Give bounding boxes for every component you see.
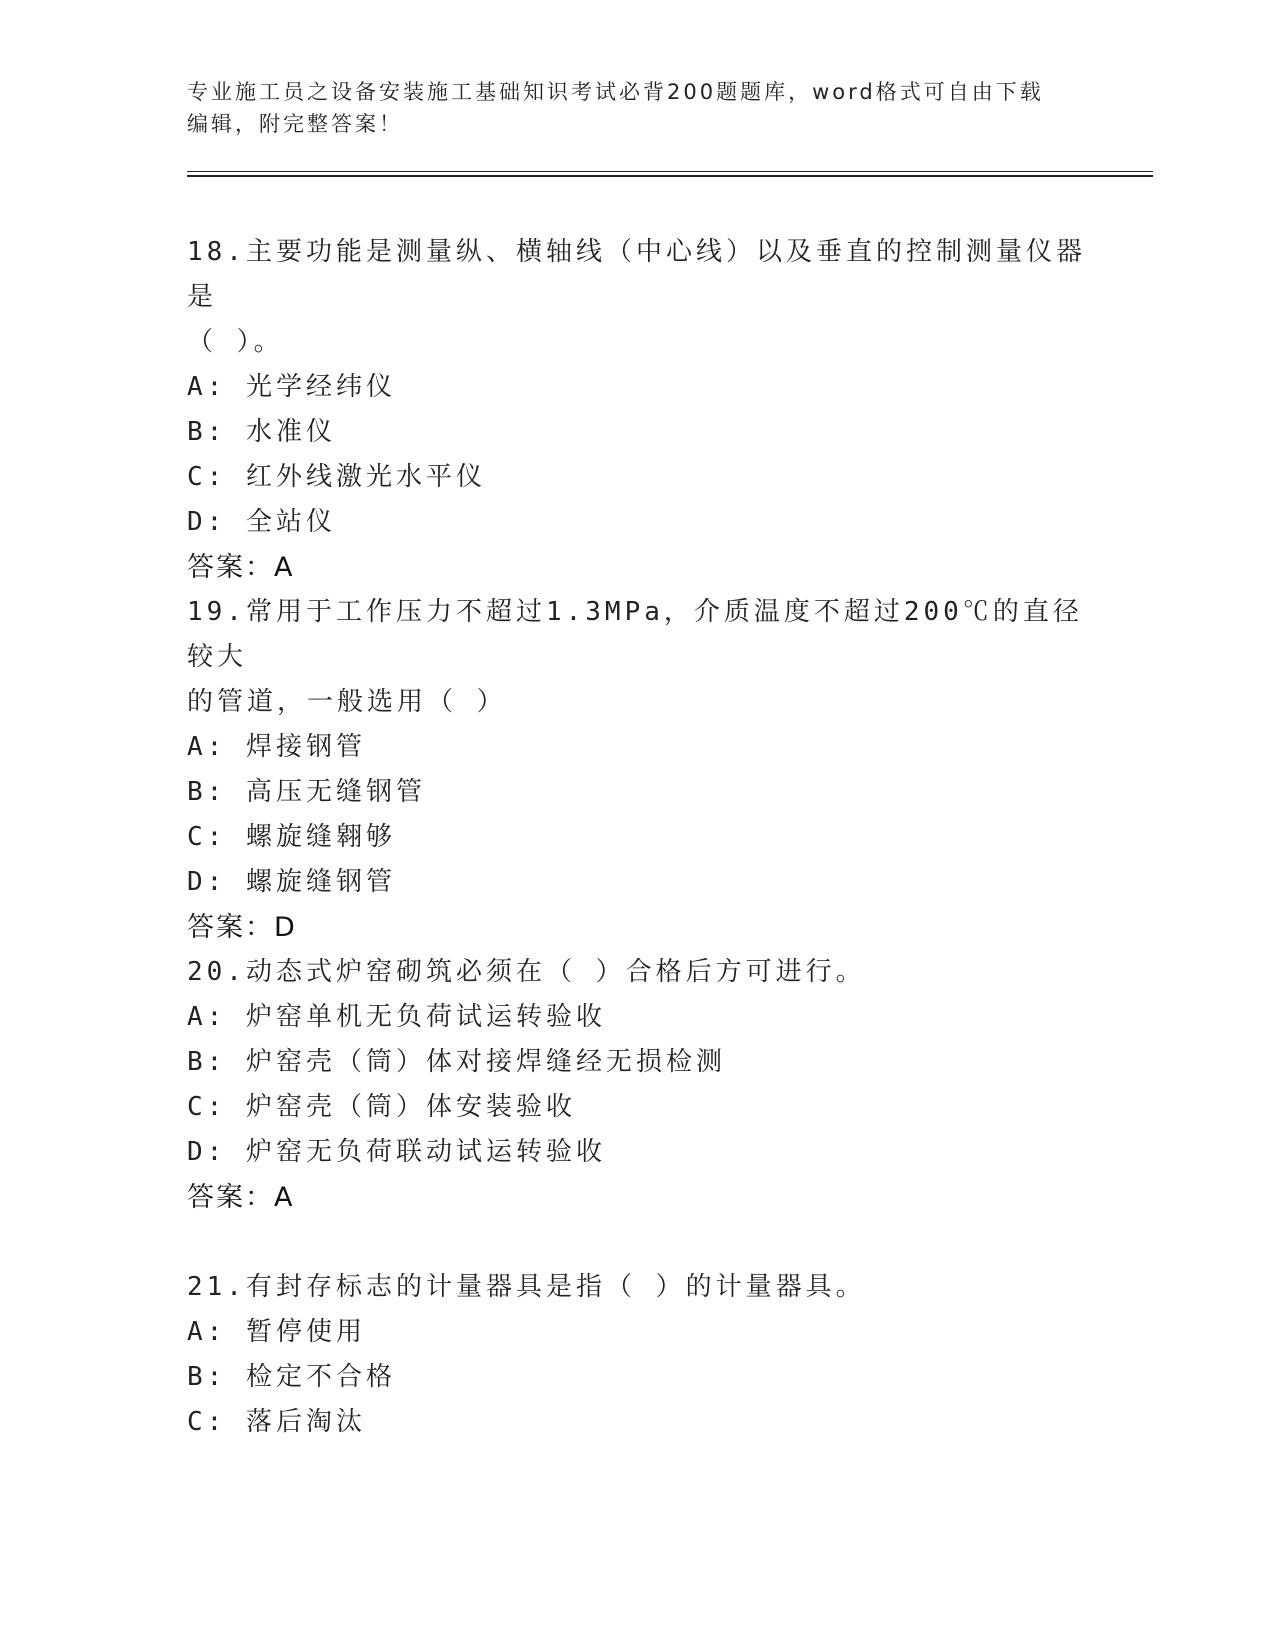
option-d: D: 炉窑无负荷联动试运转验收 [187, 1137, 606, 1167]
document-header [187, 76, 1087, 140]
option-d: D: 全站仪 [187, 507, 336, 537]
question-stem: 19.常用于工作压力不超过1.3MPa，介质温度不超过200℃的直径较大 [187, 597, 1083, 672]
question-21 [187, 1265, 1087, 1445]
answer: 答案：A [187, 552, 295, 583]
answer: 答案：D [187, 912, 297, 943]
answer: 答案：A [187, 1182, 295, 1213]
option-b: B: 水准仪 [187, 417, 336, 447]
question-stem-continued: （ ）。 [187, 327, 284, 357]
question-stem: 20.动态式炉窑砌筑必须在（ ）合格后方可进行。 [187, 957, 866, 987]
question-18 [187, 230, 1087, 590]
header-line-1: 专业施工员之设备安装施工基础知识考试必背200题题库，word格式可自由下载 [187, 80, 1044, 104]
header-rule-bottom [187, 175, 1153, 177]
option-d: D: 螺旋缝钢管 [187, 867, 396, 897]
option-b: B: 高压无缝钢管 [187, 777, 426, 807]
header-line-2: 编辑，附完整答案！ [187, 112, 403, 136]
option-a: A: 光学经纬仪 [187, 372, 396, 402]
option-c: C: 红外线激光水平仪 [187, 462, 486, 492]
option-a: A: 焊接钢管 [187, 732, 366, 762]
option-c: C: 炉窑壳（筒）体安装验收 [187, 1092, 576, 1122]
question-19 [187, 590, 1087, 950]
question-stem: 18.主要功能是测量纵、横轴线（中心线）以及垂直的控制测量仪器是 [187, 237, 1086, 312]
header-rule-top [187, 171, 1153, 172]
option-a: A: 暂停使用 [187, 1317, 366, 1347]
option-c: C: 螺旋缝翱够 [187, 822, 396, 852]
option-c: C: 落后淘汰 [187, 1407, 366, 1437]
question-stem-continued: 的管道，一般选用（ ） [187, 687, 507, 717]
option-b: B: 炉窑壳（筒）体对接焊缝经无损检测 [187, 1047, 726, 1077]
question-20 [187, 950, 1087, 1220]
question-stem: 21.有封存标志的计量器具是指（ ）的计量器具。 [187, 1272, 866, 1302]
option-b: B: 检定不合格 [187, 1362, 396, 1392]
option-a: A: 炉窑单机无负荷试运转验收 [187, 1002, 606, 1032]
